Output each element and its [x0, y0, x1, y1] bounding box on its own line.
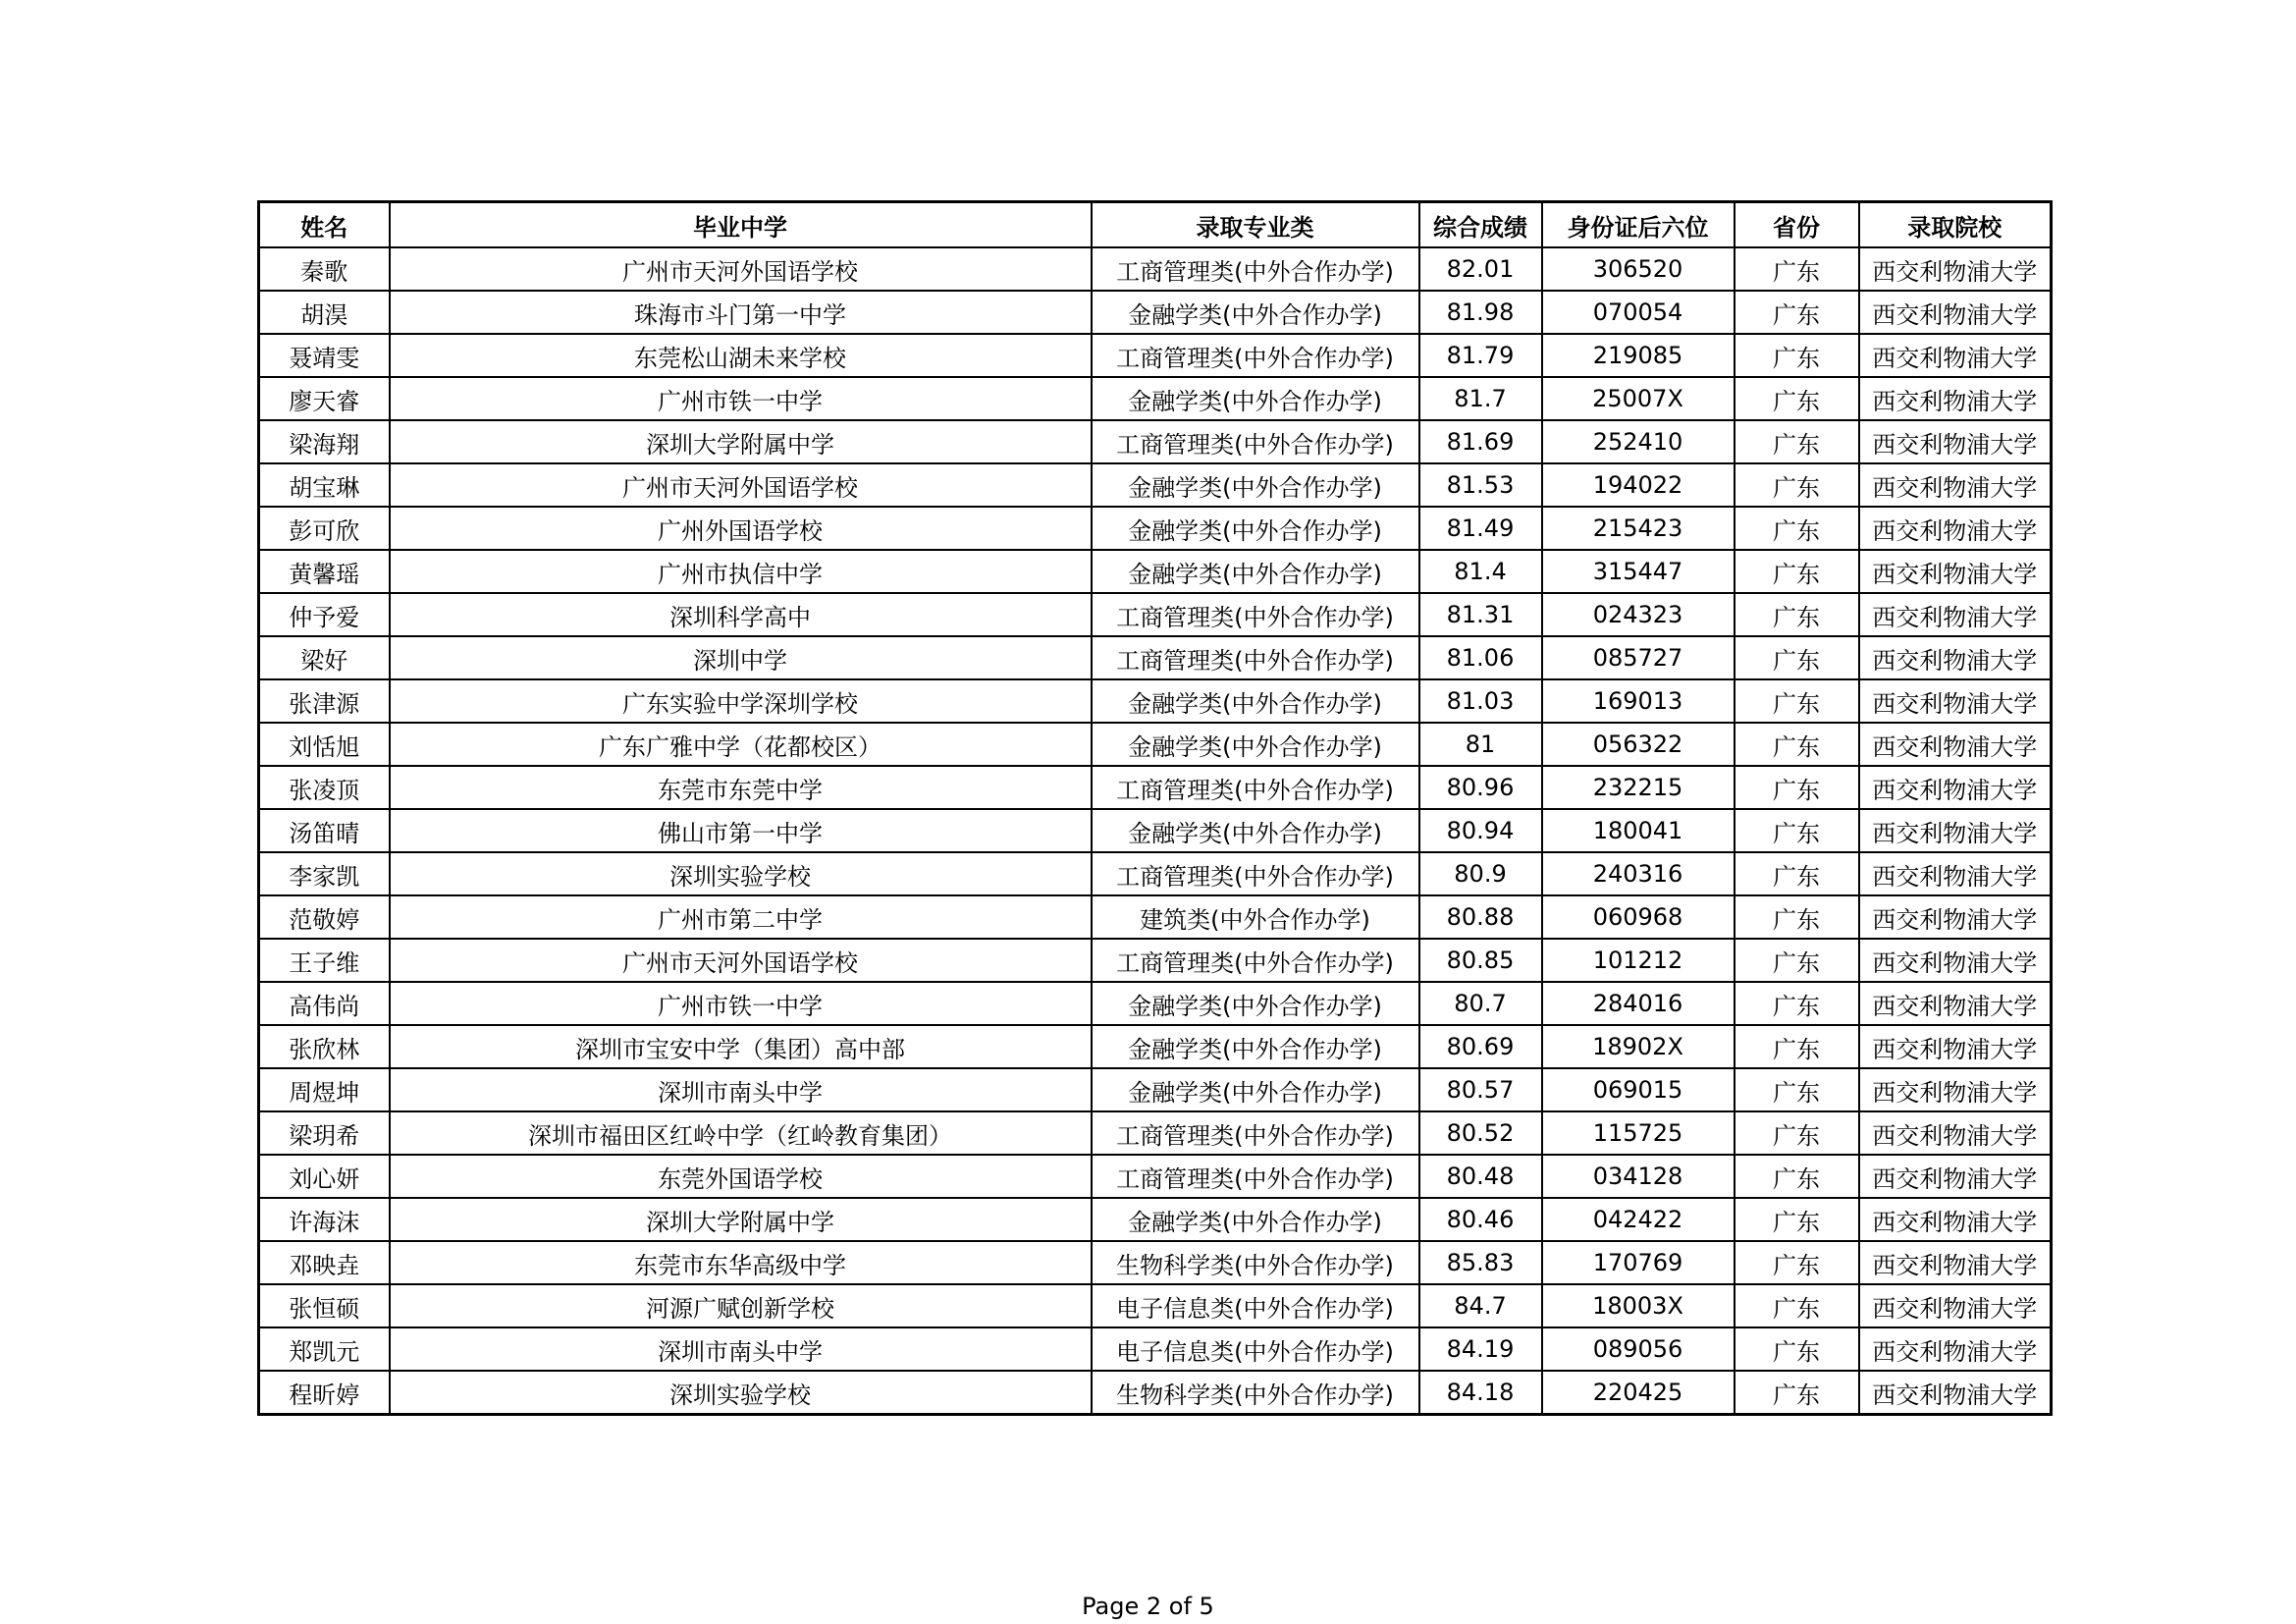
- cell-name: 梁海翔: [259, 420, 390, 463]
- cell-name: 郑凯元: [259, 1327, 390, 1371]
- column-header-id-suffix: 身份证后六位: [1542, 202, 1735, 248]
- cell-name: 邓映垚: [259, 1241, 390, 1284]
- table-row: [259, 507, 2052, 550]
- cell-name: 范敬婷: [259, 895, 390, 939]
- cell-id-suffix: 18003X: [1542, 1284, 1735, 1327]
- cell-school: 深圳科学高中: [390, 593, 1092, 636]
- table-row: [259, 636, 2052, 679]
- cell-university: 西交利物浦大学: [1859, 334, 2052, 377]
- cell-university: 西交利物浦大学: [1859, 420, 2052, 463]
- cell-id-suffix: 306520: [1542, 247, 1735, 291]
- cell-id-suffix: 024323: [1542, 593, 1735, 636]
- cell-name: 廖天睿: [259, 377, 390, 420]
- cell-province: 广东: [1735, 1068, 1859, 1111]
- cell-school: 深圳市宝安中学（集团）高中部: [390, 1025, 1092, 1068]
- cell-score: 81.4: [1419, 550, 1542, 593]
- page-number: Page 2 of 5: [1082, 1593, 1214, 1620]
- cell-id-suffix: 170769: [1542, 1241, 1735, 1284]
- cell-name: 秦歌: [259, 247, 390, 291]
- table-row: [259, 463, 2052, 507]
- cell-score: 80.9: [1419, 852, 1542, 895]
- cell-province: 广东: [1735, 247, 1859, 291]
- cell-school: 广东实验中学深圳学校: [390, 679, 1092, 723]
- table-row: [259, 766, 2052, 809]
- cell-major: 工商管理类(中外合作办学): [1092, 1111, 1419, 1155]
- cell-school: 珠海市斗门第一中学: [390, 291, 1092, 334]
- cell-school: 深圳大学附属中学: [390, 420, 1092, 463]
- cell-id-suffix: 180041: [1542, 809, 1735, 852]
- cell-major: 金融学类(中外合作办学): [1092, 377, 1419, 420]
- table-row: [259, 1198, 2052, 1241]
- cell-score: 81.69: [1419, 420, 1542, 463]
- cell-id-suffix: 315447: [1542, 550, 1735, 593]
- cell-major: 金融学类(中外合作办学): [1092, 809, 1419, 852]
- cell-id-suffix: 169013: [1542, 679, 1735, 723]
- cell-university: 西交利物浦大学: [1859, 1025, 2052, 1068]
- cell-province: 广东: [1735, 291, 1859, 334]
- cell-score: 81.79: [1419, 334, 1542, 377]
- cell-university: 西交利物浦大学: [1859, 1371, 2052, 1415]
- cell-province: 广东: [1735, 593, 1859, 636]
- cell-major: 金融学类(中外合作办学): [1092, 291, 1419, 334]
- cell-major: 金融学类(中外合作办学): [1092, 982, 1419, 1025]
- cell-name: 聂靖雯: [259, 334, 390, 377]
- table-row: [259, 1025, 2052, 1068]
- cell-score: 82.01: [1419, 247, 1542, 291]
- cell-id-suffix: 284016: [1542, 982, 1735, 1025]
- cell-name: 张欣林: [259, 1025, 390, 1068]
- cell-university: 西交利物浦大学: [1859, 1155, 2052, 1198]
- cell-name: 周煜坤: [259, 1068, 390, 1111]
- cell-major: 生物科学类(中外合作办学): [1092, 1371, 1419, 1415]
- cell-school: 广州市天河外国语学校: [390, 247, 1092, 291]
- cell-id-suffix: 115725: [1542, 1111, 1735, 1155]
- cell-school: 广州市执信中学: [390, 550, 1092, 593]
- cell-score: 80.57: [1419, 1068, 1542, 1111]
- table-row: [259, 723, 2052, 766]
- cell-province: 广东: [1735, 852, 1859, 895]
- cell-school: 广东广雅中学（花都校区）: [390, 723, 1092, 766]
- cell-score: 81.53: [1419, 463, 1542, 507]
- cell-name: 仲予爱: [259, 593, 390, 636]
- cell-school: 河源广赋创新学校: [390, 1284, 1092, 1327]
- cell-school: 广州外国语学校: [390, 507, 1092, 550]
- cell-university: 西交利物浦大学: [1859, 679, 2052, 723]
- cell-score: 81.03: [1419, 679, 1542, 723]
- cell-university: 西交利物浦大学: [1859, 247, 2052, 291]
- cell-score: 81: [1419, 723, 1542, 766]
- cell-score: 81.7: [1419, 377, 1542, 420]
- cell-university: 西交利物浦大学: [1859, 593, 2052, 636]
- cell-school: 广州市铁一中学: [390, 377, 1092, 420]
- cell-university: 西交利物浦大学: [1859, 1111, 2052, 1155]
- table-body: [259, 247, 2052, 1415]
- cell-score: 84.7: [1419, 1284, 1542, 1327]
- cell-name: 许海沫: [259, 1198, 390, 1241]
- cell-id-suffix: 060968: [1542, 895, 1735, 939]
- cell-score: 81.49: [1419, 507, 1542, 550]
- cell-name: 刘心妍: [259, 1155, 390, 1198]
- cell-major: 工商管理类(中外合作办学): [1092, 852, 1419, 895]
- cell-school: 广州市铁一中学: [390, 982, 1092, 1025]
- cell-province: 广东: [1735, 507, 1859, 550]
- column-header-score: 综合成绩: [1419, 202, 1542, 248]
- cell-province: 广东: [1735, 420, 1859, 463]
- cell-province: 广东: [1735, 1111, 1859, 1155]
- table-header-row: [259, 202, 2052, 248]
- cell-school: 东莞市东华高级中学: [390, 1241, 1092, 1284]
- cell-major: 工商管理类(中外合作办学): [1092, 334, 1419, 377]
- cell-id-suffix: 18902X: [1542, 1025, 1735, 1068]
- cell-score: 80.69: [1419, 1025, 1542, 1068]
- cell-province: 广东: [1735, 636, 1859, 679]
- table-row: [259, 679, 2052, 723]
- cell-province: 广东: [1735, 809, 1859, 852]
- cell-major: 生物科学类(中外合作办学): [1092, 1241, 1419, 1284]
- cell-province: 广东: [1735, 550, 1859, 593]
- cell-university: 西交利物浦大学: [1859, 636, 2052, 679]
- cell-school: 东莞外国语学校: [390, 1155, 1092, 1198]
- table-row: [259, 852, 2052, 895]
- cell-university: 西交利物浦大学: [1859, 723, 2052, 766]
- cell-major: 工商管理类(中外合作办学): [1092, 636, 1419, 679]
- cell-school: 深圳市南头中学: [390, 1068, 1092, 1111]
- cell-university: 西交利物浦大学: [1859, 766, 2052, 809]
- cell-university: 西交利物浦大学: [1859, 377, 2052, 420]
- cell-score: 80.85: [1419, 939, 1542, 982]
- cell-school: 广州市第二中学: [390, 895, 1092, 939]
- column-header-university: 录取院校: [1859, 202, 2052, 248]
- cell-id-suffix: 085727: [1542, 636, 1735, 679]
- cell-province: 广东: [1735, 463, 1859, 507]
- table-row: [259, 334, 2052, 377]
- column-header-major: 录取专业类: [1092, 202, 1419, 248]
- table-row: [259, 939, 2052, 982]
- cell-university: 西交利物浦大学: [1859, 939, 2052, 982]
- cell-major: 工商管理类(中外合作办学): [1092, 247, 1419, 291]
- cell-province: 广东: [1735, 1241, 1859, 1284]
- cell-id-suffix: 069015: [1542, 1068, 1735, 1111]
- cell-major: 电子信息类(中外合作办学): [1092, 1284, 1419, 1327]
- cell-id-suffix: 219085: [1542, 334, 1735, 377]
- cell-score: 80.96: [1419, 766, 1542, 809]
- table-row: [259, 1068, 2052, 1111]
- cell-university: 西交利物浦大学: [1859, 809, 2052, 852]
- cell-school: 广州市天河外国语学校: [390, 939, 1092, 982]
- cell-name: 王子维: [259, 939, 390, 982]
- admission-table: [257, 200, 2053, 1416]
- cell-province: 广东: [1735, 1284, 1859, 1327]
- cell-major: 工商管理类(中外合作办学): [1092, 1155, 1419, 1198]
- cell-score: 80.88: [1419, 895, 1542, 939]
- cell-university: 西交利物浦大学: [1859, 1241, 2052, 1284]
- cell-score: 80.46: [1419, 1198, 1542, 1241]
- cell-name: 刘恬旭: [259, 723, 390, 766]
- cell-school: 东莞市东莞中学: [390, 766, 1092, 809]
- table-row: [259, 895, 2052, 939]
- cell-name: 张凌顶: [259, 766, 390, 809]
- cell-name: 张恒硕: [259, 1284, 390, 1327]
- cell-id-suffix: 25007X: [1542, 377, 1735, 420]
- cell-province: 广东: [1735, 1198, 1859, 1241]
- cell-id-suffix: 034128: [1542, 1155, 1735, 1198]
- cell-name: 梁玥希: [259, 1111, 390, 1155]
- cell-province: 广东: [1735, 723, 1859, 766]
- cell-name: 程昕婷: [259, 1371, 390, 1415]
- cell-university: 西交利物浦大学: [1859, 1198, 2052, 1241]
- cell-major: 金融学类(中外合作办学): [1092, 1068, 1419, 1111]
- cell-major: 金融学类(中外合作办学): [1092, 550, 1419, 593]
- cell-province: 广东: [1735, 982, 1859, 1025]
- cell-score: 81.31: [1419, 593, 1542, 636]
- cell-university: 西交利物浦大学: [1859, 463, 2052, 507]
- cell-score: 80.7: [1419, 982, 1542, 1025]
- cell-school: 佛山市第一中学: [390, 809, 1092, 852]
- cell-score: 80.48: [1419, 1155, 1542, 1198]
- cell-id-suffix: 070054: [1542, 291, 1735, 334]
- table-row: [259, 420, 2052, 463]
- cell-province: 广东: [1735, 679, 1859, 723]
- column-header-school: 毕业中学: [390, 202, 1092, 248]
- cell-province: 广东: [1735, 766, 1859, 809]
- table-row: [259, 550, 2052, 593]
- cell-id-suffix: 215423: [1542, 507, 1735, 550]
- cell-major: 工商管理类(中外合作办学): [1092, 420, 1419, 463]
- table-row: [259, 1371, 2052, 1415]
- cell-major: 电子信息类(中外合作办学): [1092, 1327, 1419, 1371]
- cell-university: 西交利物浦大学: [1859, 1284, 2052, 1327]
- cell-major: 工商管理类(中外合作办学): [1092, 939, 1419, 982]
- cell-score: 80.94: [1419, 809, 1542, 852]
- cell-province: 广东: [1735, 939, 1859, 982]
- cell-province: 广东: [1735, 895, 1859, 939]
- cell-province: 广东: [1735, 1025, 1859, 1068]
- table-row: [259, 247, 2052, 291]
- cell-university: 西交利物浦大学: [1859, 852, 2052, 895]
- cell-score: 81.98: [1419, 291, 1542, 334]
- cell-score: 81.06: [1419, 636, 1542, 679]
- cell-major: 金融学类(中外合作办学): [1092, 1198, 1419, 1241]
- cell-id-suffix: 042422: [1542, 1198, 1735, 1241]
- table-row: [259, 1327, 2052, 1371]
- cell-major: 建筑类(中外合作办学): [1092, 895, 1419, 939]
- cell-id-suffix: 101212: [1542, 939, 1735, 982]
- cell-university: 西交利物浦大学: [1859, 291, 2052, 334]
- cell-school: 广州市天河外国语学校: [390, 463, 1092, 507]
- table-row: [259, 1155, 2052, 1198]
- table-row: [259, 1284, 2052, 1327]
- cell-id-suffix: 089056: [1542, 1327, 1735, 1371]
- cell-id-suffix: 240316: [1542, 852, 1735, 895]
- cell-name: 黄馨瑶: [259, 550, 390, 593]
- cell-major: 金融学类(中外合作办学): [1092, 679, 1419, 723]
- cell-score: 84.19: [1419, 1327, 1542, 1371]
- cell-province: 广东: [1735, 377, 1859, 420]
- cell-major: 金融学类(中外合作办学): [1092, 507, 1419, 550]
- cell-province: 广东: [1735, 334, 1859, 377]
- cell-id-suffix: 056322: [1542, 723, 1735, 766]
- cell-score: 80.52: [1419, 1111, 1542, 1155]
- table-row: [259, 982, 2052, 1025]
- cell-university: 西交利物浦大学: [1859, 982, 2052, 1025]
- cell-school: 东莞松山湖未来学校: [390, 334, 1092, 377]
- cell-score: 85.83: [1419, 1241, 1542, 1284]
- cell-name: 胡淏: [259, 291, 390, 334]
- cell-province: 广东: [1735, 1371, 1859, 1415]
- table-row: [259, 593, 2052, 636]
- table-row: [259, 377, 2052, 420]
- cell-university: 西交利物浦大学: [1859, 550, 2052, 593]
- cell-name: 张津源: [259, 679, 390, 723]
- cell-score: 84.18: [1419, 1371, 1542, 1415]
- cell-university: 西交利物浦大学: [1859, 895, 2052, 939]
- cell-name: 汤笛晴: [259, 809, 390, 852]
- column-header-province: 省份: [1735, 202, 1859, 248]
- cell-name: 胡宝琳: [259, 463, 390, 507]
- cell-major: 工商管理类(中外合作办学): [1092, 766, 1419, 809]
- cell-school: 深圳实验学校: [390, 852, 1092, 895]
- cell-school: 深圳中学: [390, 636, 1092, 679]
- cell-name: 高伟尚: [259, 982, 390, 1025]
- cell-name: 彭可欣: [259, 507, 390, 550]
- cell-major: 金融学类(中外合作办学): [1092, 463, 1419, 507]
- cell-province: 广东: [1735, 1327, 1859, 1371]
- table-row: [259, 809, 2052, 852]
- cell-id-suffix: 220425: [1542, 1371, 1735, 1415]
- cell-major: 工商管理类(中外合作办学): [1092, 593, 1419, 636]
- cell-school: 深圳市南头中学: [390, 1327, 1092, 1371]
- cell-id-suffix: 194022: [1542, 463, 1735, 507]
- cell-school: 深圳市福田区红岭中学（红岭教育集团）: [390, 1111, 1092, 1155]
- cell-university: 西交利物浦大学: [1859, 507, 2052, 550]
- cell-name: 梁好: [259, 636, 390, 679]
- cell-id-suffix: 232215: [1542, 766, 1735, 809]
- cell-university: 西交利物浦大学: [1859, 1068, 2052, 1111]
- cell-major: 金融学类(中外合作办学): [1092, 1025, 1419, 1068]
- column-header-name: 姓名: [259, 202, 390, 248]
- cell-name: 李家凯: [259, 852, 390, 895]
- table-row: [259, 1241, 2052, 1284]
- cell-university: 西交利物浦大学: [1859, 1327, 2052, 1371]
- table-row: [259, 291, 2052, 334]
- table-row: [259, 1111, 2052, 1155]
- cell-major: 金融学类(中外合作办学): [1092, 723, 1419, 766]
- cell-id-suffix: 252410: [1542, 420, 1735, 463]
- cell-school: 深圳实验学校: [390, 1371, 1092, 1415]
- cell-province: 广东: [1735, 1155, 1859, 1198]
- cell-school: 深圳大学附属中学: [390, 1198, 1092, 1241]
